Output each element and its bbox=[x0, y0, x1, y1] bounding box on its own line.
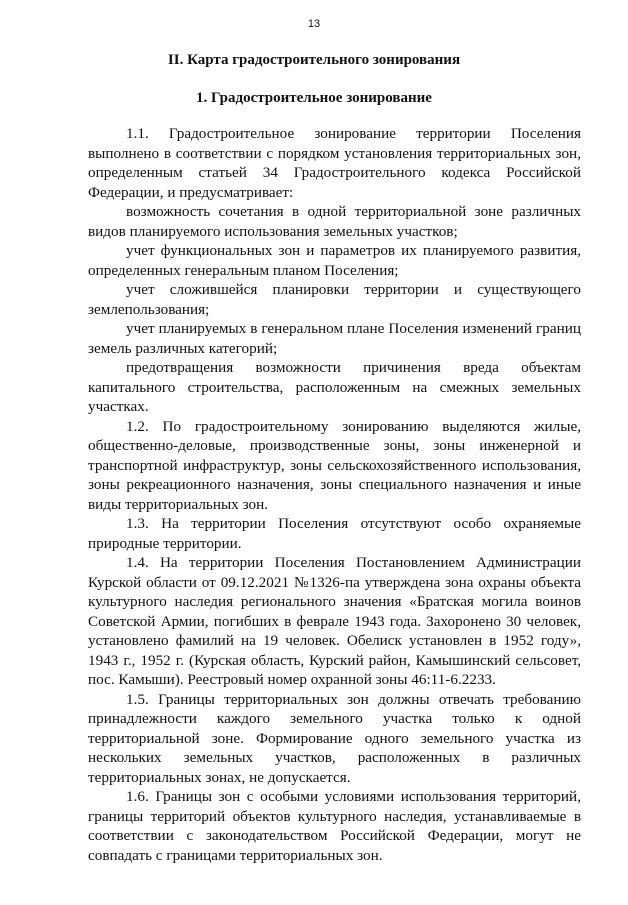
paragraph-list-item: учет сложившейся планировки территории и существующего землепользования; bbox=[88, 281, 581, 318]
paragraph-list-item: возможность сочетания в одной территориальной зоне различных видов планируемого использования земельных участков; bbox=[88, 203, 581, 240]
paragraph-list-item: предотвращения возможности причинения вреда объектам капитального строительства, расположенным на смежных земельных участках. bbox=[88, 359, 581, 415]
paragraph-1-6: 1.6. Границы зон с особыми условиями использования территорий, границы территорий объектов культурного наследия, устанавливаемые в соответствии с законодательством Российской Федерации, могут не совпадать с границами территориальных зон. bbox=[88, 788, 581, 864]
paragraph-1-3: 1.3. На территории Поселения отсутствуют особо охраняемые природные территории. bbox=[88, 515, 581, 552]
paragraph-1-1: 1.1. Градостроительное зонирование территории Поселения выполнено в соответствии с порядком установления территориальных зон, определенным статьей 34 Градостроительного кодекса Российской Федерации, и предусматривает: bbox=[88, 125, 581, 201]
document-body bbox=[88, 124, 581, 865]
paragraph-1-5: 1.5. Границы территориальных зон должны отвечать требованию принадлежности каждого земельного участка только к одной территориальной зоне. Формирование одного земельного участка из нескольких земельных участков, расположенных в различных территориальных зонах, не допускается. bbox=[88, 690, 581, 786]
paragraph-1-4: 1.4. На территории Поселения Постановлением Администрации Курской области от 09.12.2021 №1326-па утверждена зона охраны объекта культурного наследия регионального значения «Братская могила воинов Советской Армии, погибших в феврале 1943 года. Захоронено 30 человек, установлено фамилий на 19 человек. Обелиск установлен в 1952 году», 1943 г., 1952 г. (Курская область, Курский район, Камышинский сельсовет, пос. Камыши). Реестровый номер охранной зоны 46:11-6.2233. bbox=[88, 554, 581, 688]
paragraph-list-item: учет планируемых в генеральном плане Поселения изменений границ земель различных категорий; bbox=[88, 320, 581, 357]
subsection-title: 1. Градостроительное зонирование bbox=[196, 90, 432, 106]
section-title: II. Карта градостроительного зонирования bbox=[167, 52, 461, 68]
paragraph-1-2: 1.2. По градостроительному зонированию выделяются жилые, общественно-деловые, производственные зоны, зоны инженерной и транспортной инфраструктур, зоны сельскохозяйственного использования, зоны рекреационного назначения, зоны специального назначения и иные виды территориальных зон. bbox=[88, 417, 581, 513]
page-number: 13 bbox=[307, 18, 321, 30]
paragraph-list-item: учет функциональных зон и параметров их планируемого развития, определенных генеральным планом Поселения; bbox=[88, 242, 581, 279]
